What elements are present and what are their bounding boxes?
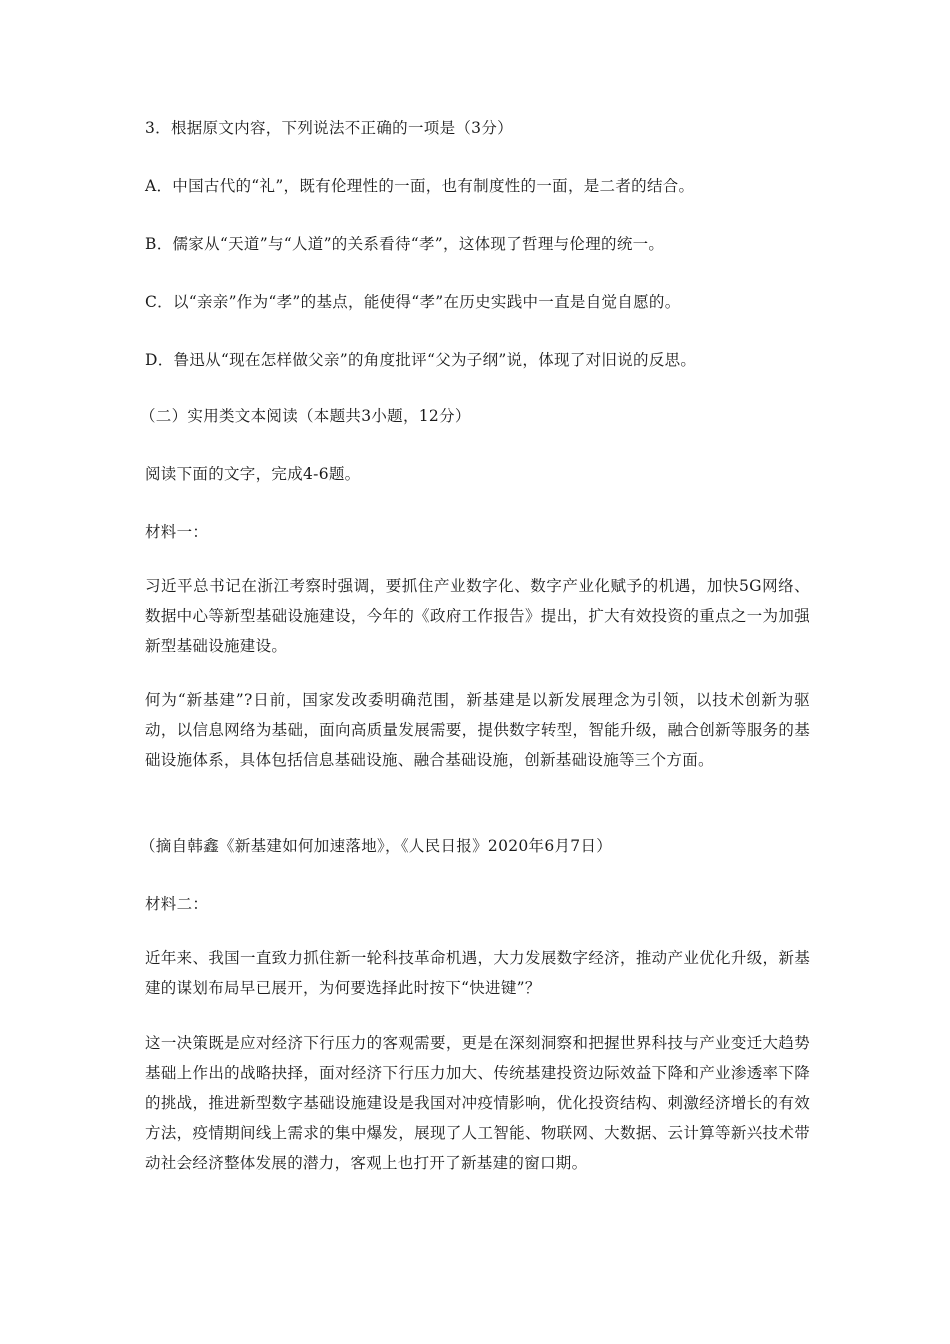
material-two-label: 材料二：: [145, 895, 209, 913]
material-one-label: 材料一：: [145, 523, 209, 541]
material-two-paragraph-1: 近年来、我国一直致力抓住新一轮科技革命机遇，大力发展数字经济，推动产业优化升级，新基建的谋划布局早已展开，为何要选择此时按下“快进键”？: [145, 949, 810, 997]
option-c: C．以“亲亲”作为“孝”的基点，能使得“孝”在历史实践中一直是自觉自愿的。: [145, 293, 681, 311]
material-one-paragraph-2: 何为“新基建”?日前，国家发改委明确范围，新基建是以新发展理念为引领，以技术创新为驱动，以信息网络为基础，面向高质量发展需要，提供数字转型，智能升级，融合创新等服务的基础设施体系，具体包括信息基础设施、融合基础设施，创新基础设施等三个方面。: [145, 691, 810, 769]
question-stem: 3．根据原文内容，下列说法不正确的一项是（3分）: [145, 119, 513, 137]
material-two-paragraph-2: 这一决策既是应对经济下行压力的客观需要，更是在深刻洞察和把握世界科技与产业变迁大趋势基础上作出的战略抉择，面对经济下行压力加大、传统基建投资边际效益下降和产业渗透率下降的挑战，推进新型数字基础设施建设是我国对冲疫情影响，优化投资结构、刺激经济增长的有效方法，疫情期间线上需求的集中爆发，展现了人工智能、物联网、大数据、云计算等新兴技术带动社会经济整体发展的潜力，客观上也打开了新基建的窗口期。: [145, 1034, 810, 1172]
option-a: A．中国古代的“礼”，既有伦理性的一面，也有制度性的一面，是二者的结合。: [145, 177, 695, 195]
section-heading: （二）实用类文本阅读（本题共3小题，12分）: [140, 407, 471, 425]
material-one-source: （摘自韩鑫《新基建如何加速落地》，《人民日报》2020年6月7日）: [140, 837, 613, 855]
reading-instruction: 阅读下面的文字，完成4-6题。: [145, 465, 361, 483]
material-one-paragraph-1: 习近平总书记在浙江考察时强调，要抓住产业数字化、数字产业化赋予的机遇，加快5G网络、数据中心等新型基础设施建设，今年的《政府工作报告》提出，扩大有效投资的重点之一为加强新型基础设施建设。: [145, 577, 810, 655]
option-d: D．鲁迅从“现在怎样做父亲”的角度批评“父为子纲”说，体现了对旧说的反思。: [145, 351, 697, 369]
option-b: B．儒家从“天道”与“人道”的关系看待“孝”，这体现了哲理与伦理的统一。: [145, 235, 665, 253]
